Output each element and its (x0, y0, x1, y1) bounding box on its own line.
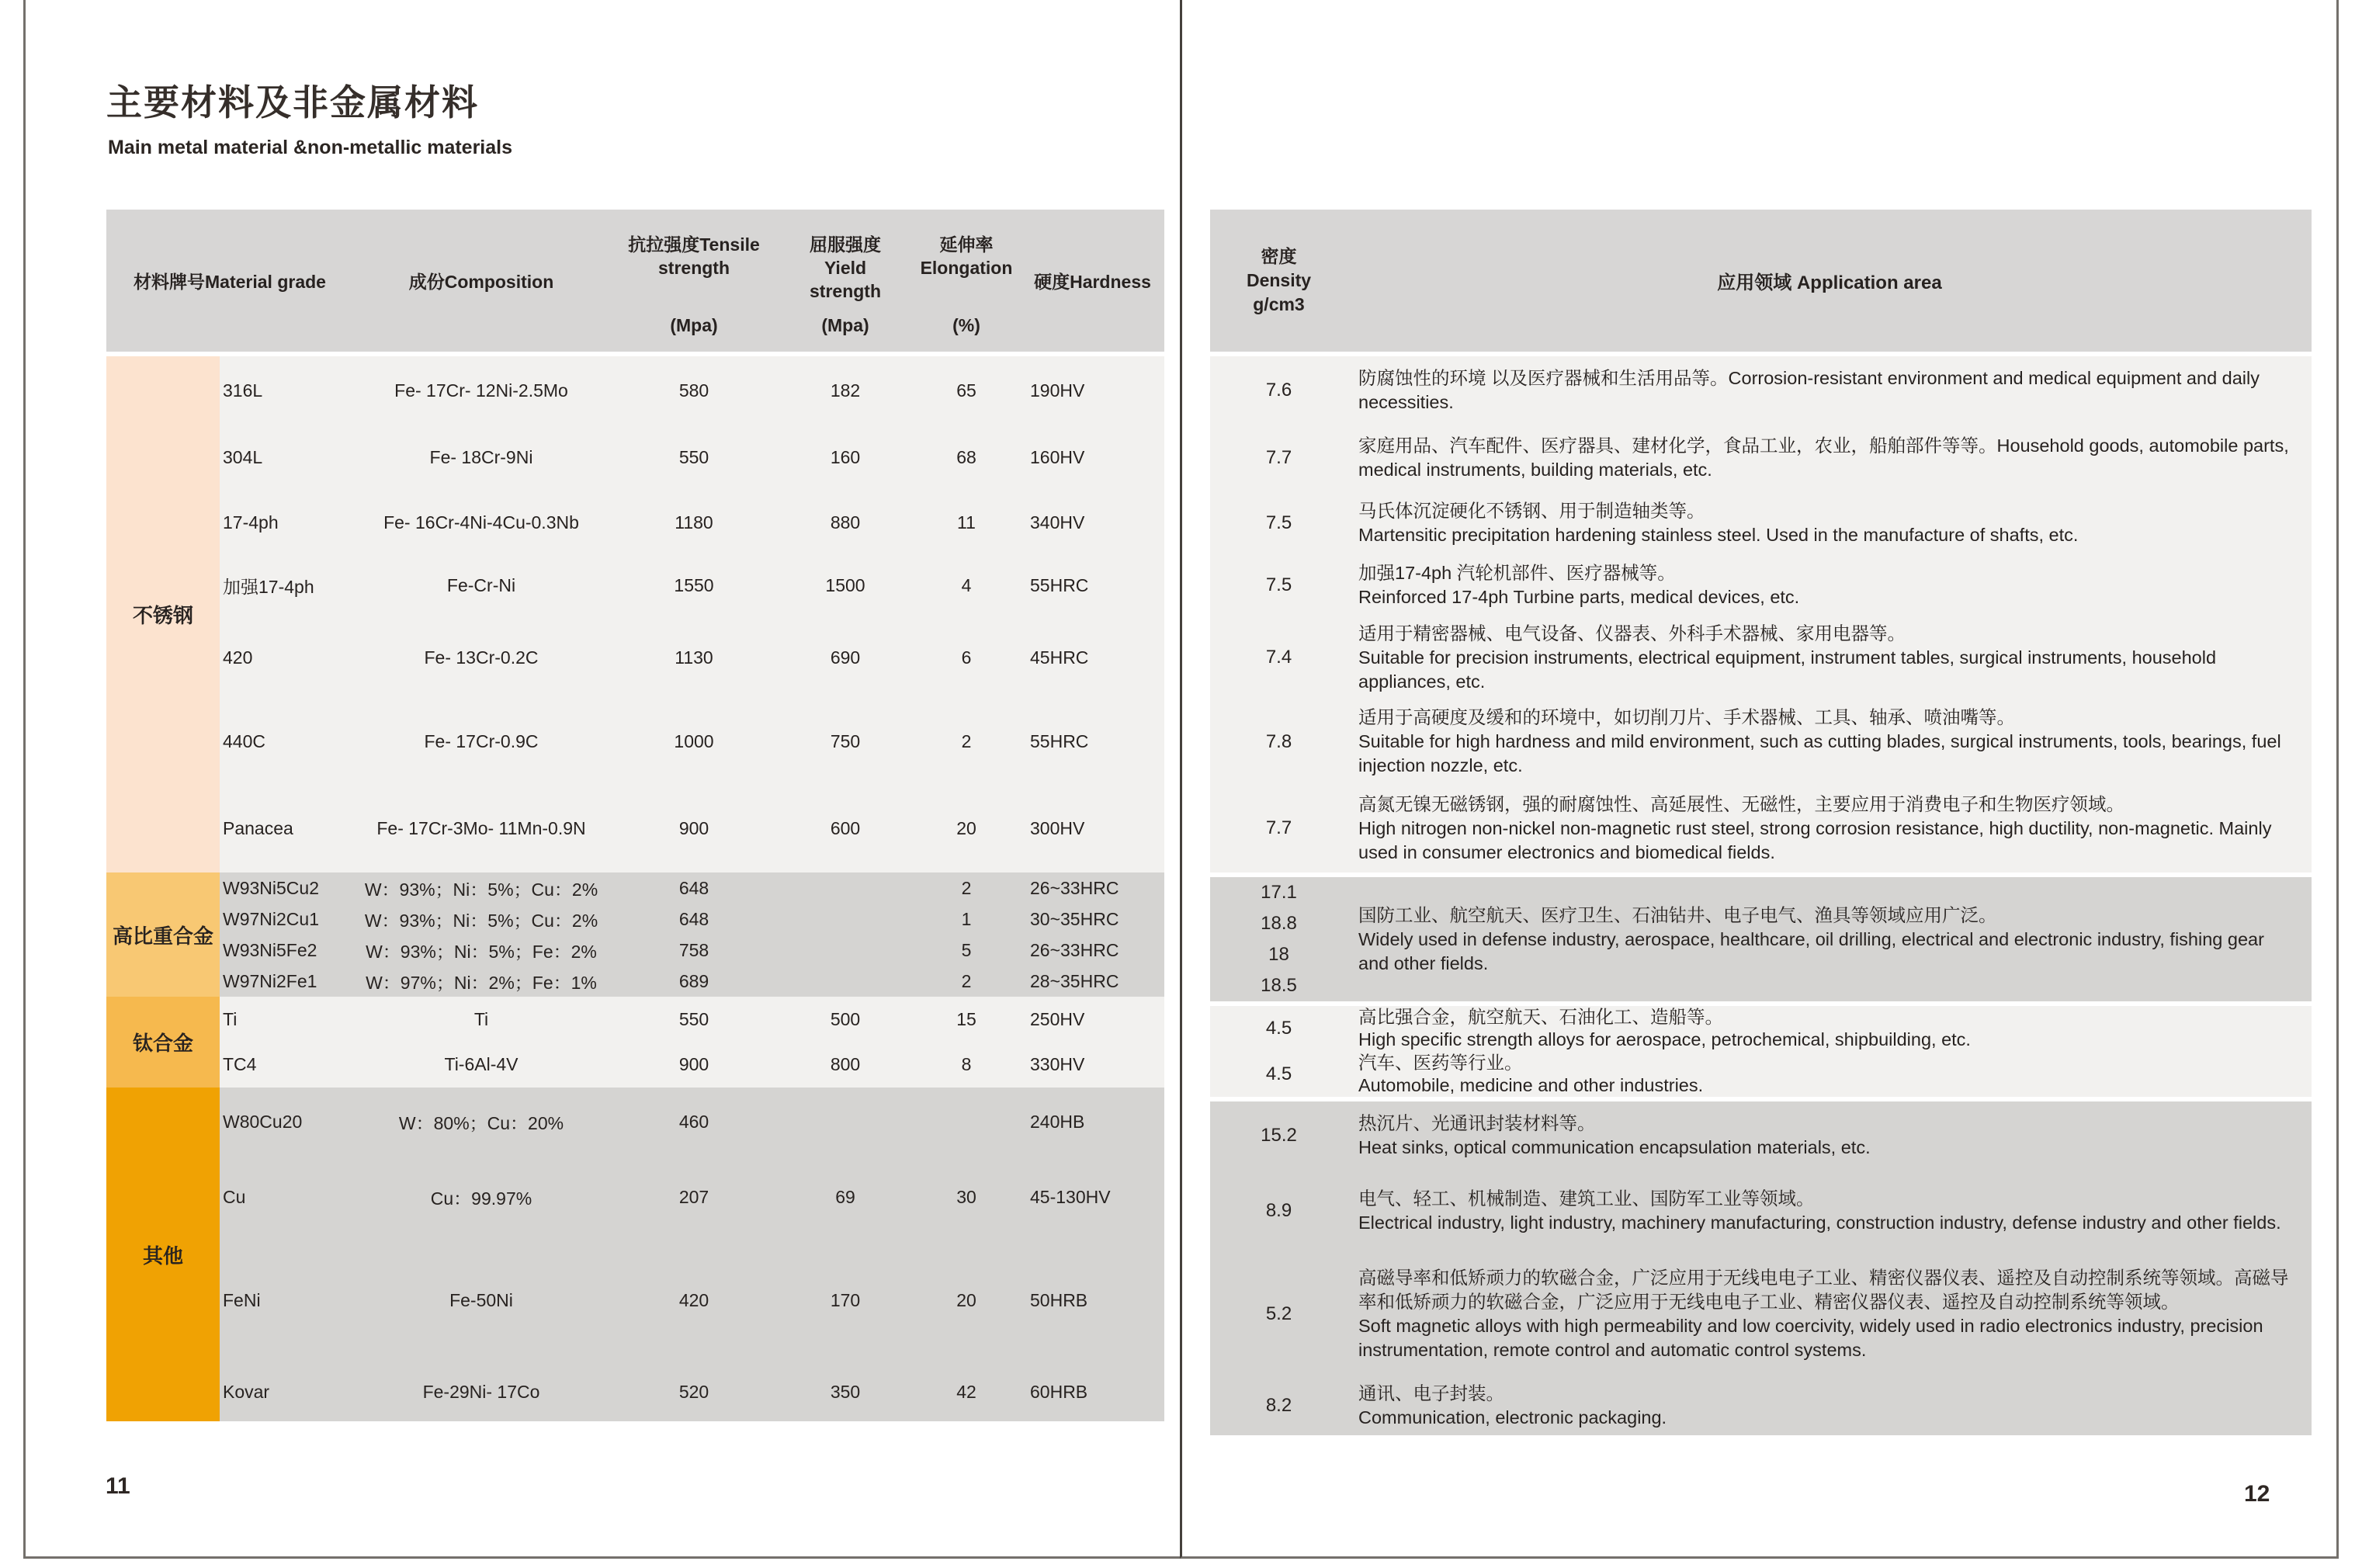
material-group-titanium (106, 997, 1164, 1088)
application-en: Automobile, medicine and other industries. (1358, 1074, 1704, 1095)
application-table-header (1210, 210, 2312, 352)
header-tensile-unit: (Mpa) (670, 315, 718, 335)
cell-hardness: 160HV (1030, 447, 1085, 467)
group-rows (220, 997, 1164, 1088)
application-zh: 通讯、电子封装。 (1358, 1383, 1504, 1403)
application-row (1210, 1051, 2312, 1097)
cell-application (1347, 1101, 2312, 1170)
cell-material-grade: 420 (223, 647, 253, 668)
cell-composition: Fe- 17Cr-3Mo- 11Mn-0.9N (376, 817, 586, 838)
cell-tensile: 1180 (675, 512, 713, 532)
application-group-other (1210, 1101, 2312, 1435)
cell-tensile: 550 (678, 447, 709, 467)
application-row (1210, 1170, 2312, 1252)
cell-application (1347, 877, 2312, 1001)
cell-density: 7.8 (1265, 730, 1292, 752)
application-zh: 高比强合金，航空航天、石油化工、造船等。 (1358, 1007, 1723, 1027)
cell-yield (779, 904, 912, 935)
cell-tensile: 420 (678, 1289, 709, 1310)
cell-elongation: 65 (956, 380, 976, 401)
cell-application (1347, 425, 2312, 491)
cell-hardness: 26~33HRC (1030, 939, 1119, 960)
cell-composition: Fe-29Ni- 17Co (422, 1381, 540, 1402)
header-hardness: 硬度Hardness (1034, 272, 1151, 292)
cell-elongation: 2 (961, 970, 972, 991)
cell-tensile: 648 (678, 877, 709, 898)
cell-elongation: 4 (961, 574, 972, 595)
cell-yield: 69 (835, 1186, 855, 1207)
cell-yield: 690 (830, 647, 861, 668)
cell-application (1347, 699, 2312, 784)
cell-tensile: 460 (678, 1111, 709, 1132)
application-en: Corrosion-resistant environment and medical equipment and daily necessities. (1358, 368, 2260, 412)
density-value: 18.8 (1261, 913, 1297, 934)
application-en: Widely used in defense industry, aerospace, healthcare, oil drilling, electrical and electronic industry, fishing gear and other fields. (1358, 928, 2264, 973)
cell-density: 7.5 (1265, 574, 1292, 595)
cell-tensile: 1000 (674, 731, 714, 751)
application-row (1210, 555, 2312, 616)
cell-tensile: 520 (678, 1381, 709, 1402)
cell-elongation: 68 (956, 447, 976, 467)
header-yield-unit: (Mpa) (821, 315, 869, 335)
header-density (1210, 210, 1347, 352)
application-zh: 适用于高硬度及缓和的环境中，如切削刀片、手术器械、工具、轴承、喷油嘴等。 (1358, 707, 2015, 727)
cell-yield: 600 (830, 817, 861, 838)
cell-application (1347, 491, 2312, 555)
cell-tensile: 1130 (675, 647, 713, 668)
cell-tensile: 648 (678, 908, 709, 929)
cell-composition: Fe- 16Cr-4Ni-4Cu-0.3Nb (383, 512, 579, 532)
density-value: 17.1 (1261, 882, 1297, 903)
cell-material-grade: W97Ni2Fe1 (223, 970, 317, 991)
cell-hardness: 250HV (1030, 1008, 1085, 1029)
group-rows (220, 356, 1164, 872)
header-yield-strength (779, 210, 912, 352)
cell-composition: W：80%；Cu：20% (398, 1112, 564, 1133)
header-tensile-label: 抗拉强度Tensile strength (628, 234, 760, 278)
cell-hardness: 28~35HRC (1030, 970, 1119, 991)
cell-application (1347, 356, 2312, 425)
materials-table-header (106, 210, 1164, 352)
cell-hardness: 26~33HRC (1030, 877, 1119, 898)
cell-hardness: 50HRB (1030, 1289, 1088, 1310)
table-row (220, 1156, 1164, 1238)
cell-density: 5.2 (1265, 1303, 1292, 1324)
cell-composition: Fe-50Ni (449, 1289, 513, 1310)
page-left (23, 0, 1180, 1559)
page-number-left: 11 (106, 1473, 130, 1499)
application-zh: 防腐蚀性的环境 以及医疗器械和生活用品等。 (1358, 368, 1729, 388)
group-label-heavy-alloy: 高比重合金 (106, 872, 220, 997)
cell-hardness: 45HRC (1030, 647, 1089, 668)
cell-hardness: 240HB (1030, 1111, 1085, 1132)
cell-elongation: 5 (961, 939, 972, 960)
application-en: High specific strength alloys for aerospace, petrochemical, shipbuilding, etc. (1358, 1029, 1971, 1049)
cell-elongation: 8 (961, 1054, 972, 1074)
cell-composition: Cu：99.97% (430, 1188, 532, 1209)
cell-material-grade: W80Cu20 (223, 1111, 303, 1132)
cell-yield (779, 935, 912, 966)
application-zh: 高氮无镍无磁锈钢，强的耐腐蚀性、高延展性、无磁性，主要应用于消费电子和生物医疗领域。 (1358, 793, 2124, 814)
cell-density-list (1210, 877, 1347, 1001)
cell-material-grade: FeNi (223, 1289, 261, 1310)
application-row (1210, 1252, 2312, 1376)
cell-material-grade: 304L (223, 447, 263, 467)
cell-material-grade: 440C (223, 731, 265, 751)
application-en: Suitable for precision instruments, electrical equipment, instrument tables, surgical instruments, household appliances, etc. (1358, 647, 2217, 692)
header-yield-label: 屈服强度 Yield strength (810, 234, 881, 301)
application-zh: 汽车、医药等行业。 (1358, 1052, 1523, 1073)
table-row (220, 1362, 1164, 1421)
cell-tensile: 580 (678, 380, 709, 401)
cell-material-grade: W97Ni2Cu1 (223, 908, 319, 929)
application-zh: 国防工业、航空航天、医疗卫生、石油钻井、电子电气、渔具等领域应用广泛。 (1358, 904, 1997, 925)
application-group-titanium (1210, 1006, 2312, 1097)
cell-material-grade: W93Ni5Cu2 (223, 877, 319, 898)
cell-application (1347, 1006, 2312, 1051)
cell-elongation: 6 (961, 647, 972, 668)
group-label-titanium: 钛合金 (106, 997, 220, 1088)
cell-yield: 350 (830, 1381, 861, 1402)
cell-density: 15.2 (1261, 1125, 1297, 1146)
application-zh: 高磁导率和低矫顽力的软磁合金，广泛应用于无线电电子工业、精密仪器仪表、遥控及自动控制系统等领域。高磁导率和低矫顽力的软磁合金，广泛应用于无线电电子工业、精密仪器仪表、遥控及自动控制系统等领域。 (1358, 1268, 2289, 1312)
application-zh: 马氏体沉淀硬化不锈钢、用于制造轴类等。 (1358, 500, 1705, 521)
application-en: Household goods, automobile parts, medical instruments, building materials, etc. (1358, 435, 2289, 480)
cell-composition: W：93%；Ni：5%；Cu：2% (364, 879, 598, 900)
table-row (220, 616, 1164, 699)
cell-density: 7.4 (1265, 647, 1292, 668)
cell-hardness: 340HV (1030, 512, 1085, 532)
page-title: 主要材料及非金属材料 (106, 82, 479, 123)
cell-density: 8.2 (1265, 1395, 1292, 1416)
cell-material-grade: TC4 (223, 1054, 257, 1074)
cell-composition: Ti-6Al-4V (444, 1054, 519, 1074)
application-row (1210, 699, 2312, 784)
cell-hardness: 45-130HV (1030, 1186, 1111, 1207)
cell-tensile: 1550 (674, 574, 714, 595)
cell-composition: W：93%；Ni：5%；Cu：2% (364, 910, 598, 931)
application-en: High nitrogen non-nickel non-magnetic rust steel, strong corrosion resistance, high ductility, non-magnetic. Mainly used in consumer electronics and biomedical fields. (1358, 817, 2272, 862)
cell-application (1347, 1252, 2312, 1376)
group-label-stainless: 不锈钢 (106, 356, 220, 872)
application-en: Soft magnetic alloys with high permeability and low coercivity, widely used in radio electronics industry, precision instrumentation, remote control and automatic control systems. (1358, 1316, 2263, 1360)
cell-elongation: 15 (956, 1008, 976, 1029)
table-row (220, 699, 1164, 784)
cell-elongation: 20 (956, 1289, 976, 1310)
cell-elongation: 11 (957, 512, 976, 532)
cell-material-grade: 17-4ph (223, 512, 279, 532)
cell-hardness: 55HRC (1030, 731, 1089, 751)
cell-elongation (912, 1088, 1021, 1156)
application-en: Communication, electronic packaging. (1358, 1407, 1667, 1428)
application-group-stainless (1210, 356, 2312, 872)
cell-elongation: 1 (961, 908, 972, 929)
table-row (220, 1042, 1164, 1088)
group-label-other: 其他 (106, 1088, 220, 1421)
page-number-right: 12 (2244, 1481, 2270, 1507)
cell-application (1347, 1170, 2312, 1252)
table-row (220, 1088, 1164, 1156)
cell-yield (779, 1088, 912, 1156)
header-elongation-label: 延伸率 Elongation (920, 234, 1013, 278)
application-table (1210, 210, 2312, 1435)
cell-application (1347, 784, 2312, 872)
density-value: 18 (1268, 944, 1289, 965)
cell-yield: 880 (830, 512, 861, 532)
cell-tensile: 900 (678, 1054, 709, 1074)
cell-hardness: 30~35HRC (1030, 908, 1119, 929)
cell-elongation: 2 (961, 877, 972, 898)
cell-elongation: 42 (956, 1381, 976, 1402)
header-elongation-unit: (%) (952, 315, 980, 335)
cell-application (1347, 616, 2312, 699)
application-en: Electrical industry, light industry, machinery manufacturing, construction industry, defense industry and other fields. (1358, 1212, 2281, 1233)
table-row (220, 872, 1164, 904)
cell-material-grade: Kovar (223, 1381, 270, 1402)
cell-density: 7.5 (1265, 512, 1292, 533)
cell-elongation: 2 (961, 731, 972, 751)
cell-hardness: 55HRC (1030, 574, 1089, 595)
page-right (1180, 0, 2339, 1559)
cell-composition: Fe-Cr-Ni (446, 574, 516, 595)
cell-composition: Fe- 18Cr-9Ni (429, 447, 533, 467)
cell-application (1347, 555, 2312, 616)
application-zh: 热沉片、光通讯封装材料等。 (1358, 1113, 1596, 1133)
cell-material-grade: Cu (223, 1186, 246, 1207)
application-row (1210, 784, 2312, 872)
application-en: Suitable for high hardness and mild environment, such as cutting blades, surgical instruments, tools, bearings, fuel injection nozzle, etc. (1358, 731, 2281, 775)
cell-elongation: 30 (956, 1186, 976, 1207)
header-material-grade: 材料牌号Material grade (134, 272, 326, 292)
cell-composition: Fe- 17Cr- 12Ni-2.5Mo (394, 380, 568, 401)
cell-yield: 1500 (825, 574, 865, 595)
application-row (1210, 616, 2312, 699)
table-row (220, 1238, 1164, 1362)
cell-composition: W：97%；Ni：2%；Fe：1% (366, 972, 597, 993)
application-row (1210, 1006, 2312, 1051)
cell-hardness: 330HV (1030, 1054, 1085, 1074)
cell-density: 4.5 (1265, 1018, 1292, 1039)
cell-composition: Ti (473, 1008, 489, 1029)
application-en: Heat sinks, optical communication encapsulation materials, etc. (1358, 1137, 1871, 1157)
cell-material-grade: W93Ni5Fe2 (223, 939, 317, 960)
application-zh: 加强17-4ph 汽轮机部件、医疗器械等。 (1358, 563, 1676, 583)
cell-hardness: 300HV (1030, 817, 1085, 838)
application-zh: 适用于精密器械、电气设备、仪器表、外科手术器械、家用电器等。 (1358, 623, 1906, 644)
cell-density: 8.9 (1265, 1200, 1292, 1221)
header-elongation (912, 210, 1021, 352)
cell-tensile: 550 (678, 1008, 709, 1029)
table-row (220, 555, 1164, 616)
cell-application (1347, 1376, 2312, 1435)
cell-density: 7.7 (1265, 817, 1292, 838)
table-row (220, 966, 1164, 997)
application-row (1210, 1101, 2312, 1170)
cell-yield: 500 (830, 1008, 861, 1029)
cell-material-grade: 316L (223, 380, 263, 401)
application-group-heavy-alloy (1210, 877, 2312, 1001)
cell-hardness: 190HV (1030, 380, 1085, 401)
cell-density: 7.7 (1265, 446, 1292, 468)
cell-yield (779, 966, 912, 997)
cell-tensile: 689 (678, 970, 709, 991)
cell-yield: 170 (830, 1289, 861, 1310)
cell-tensile: 207 (678, 1186, 709, 1207)
application-row (1210, 356, 2312, 425)
cell-material-grade: Panacea (223, 817, 293, 838)
table-row (220, 784, 1164, 872)
application-en: Martensitic precipitation hardening stainless steel. Used in the manufacture of shafts, etc. (1358, 524, 2079, 545)
cell-application (1347, 1051, 2312, 1097)
application-row (1210, 491, 2312, 555)
cell-elongation: 20 (956, 817, 976, 838)
cell-tensile: 758 (678, 939, 709, 960)
cell-yield (779, 872, 912, 904)
group-rows (220, 872, 1164, 997)
table-row (220, 997, 1164, 1042)
table-row (220, 491, 1164, 555)
table-row (220, 935, 1164, 966)
header-density-label: 密度 Density g/cm3 (1246, 246, 1312, 314)
header-composition: 成份Composition (408, 272, 554, 292)
header-application-area: 应用领域 Application area (1717, 272, 1942, 293)
cell-yield: 750 (830, 731, 861, 751)
cell-material-grade: 加强17-4ph (223, 576, 314, 597)
cell-hardness: 60HRB (1030, 1381, 1088, 1402)
table-row (220, 356, 1164, 425)
application-en: Reinforced 17-4ph Turbine parts, medical devices, etc. (1358, 587, 1800, 607)
table-row (220, 904, 1164, 935)
cell-material-grade: Ti (223, 1008, 238, 1029)
table-row (220, 425, 1164, 491)
cell-composition: Fe- 17Cr-0.9C (424, 731, 539, 751)
material-group-stainless (106, 356, 1164, 872)
application-zh: 家庭用品、汽车配件、医疗器具、建材化学，食品工业，农业，船舶部件等等。 (1358, 435, 1997, 456)
cell-tensile: 900 (678, 817, 709, 838)
cell-yield: 182 (830, 380, 861, 401)
group-rows (220, 1088, 1164, 1421)
application-zh: 电气、轻工、机械制造、建筑工业、国防军工业等领域。 (1358, 1188, 1815, 1209)
cell-composition: W：93%；Ni：5%；Fe：2% (366, 941, 597, 962)
cell-yield: 800 (830, 1054, 861, 1074)
application-row (1210, 425, 2312, 491)
header-tensile-strength (609, 210, 779, 352)
page-subtitle: Main metal material &non-metallic materials (108, 137, 513, 158)
cell-composition: Fe- 13Cr-0.2C (424, 647, 539, 668)
application-row (1210, 1376, 2312, 1435)
application-row (1210, 877, 2312, 1001)
density-value: 18.5 (1261, 975, 1297, 996)
material-group-heavy-alloy (106, 872, 1164, 997)
cell-density: 4.5 (1265, 1063, 1292, 1084)
material-group-other (106, 1088, 1164, 1421)
materials-table (106, 210, 1164, 1421)
cell-yield: 160 (830, 447, 861, 467)
cell-density: 7.6 (1265, 380, 1292, 401)
